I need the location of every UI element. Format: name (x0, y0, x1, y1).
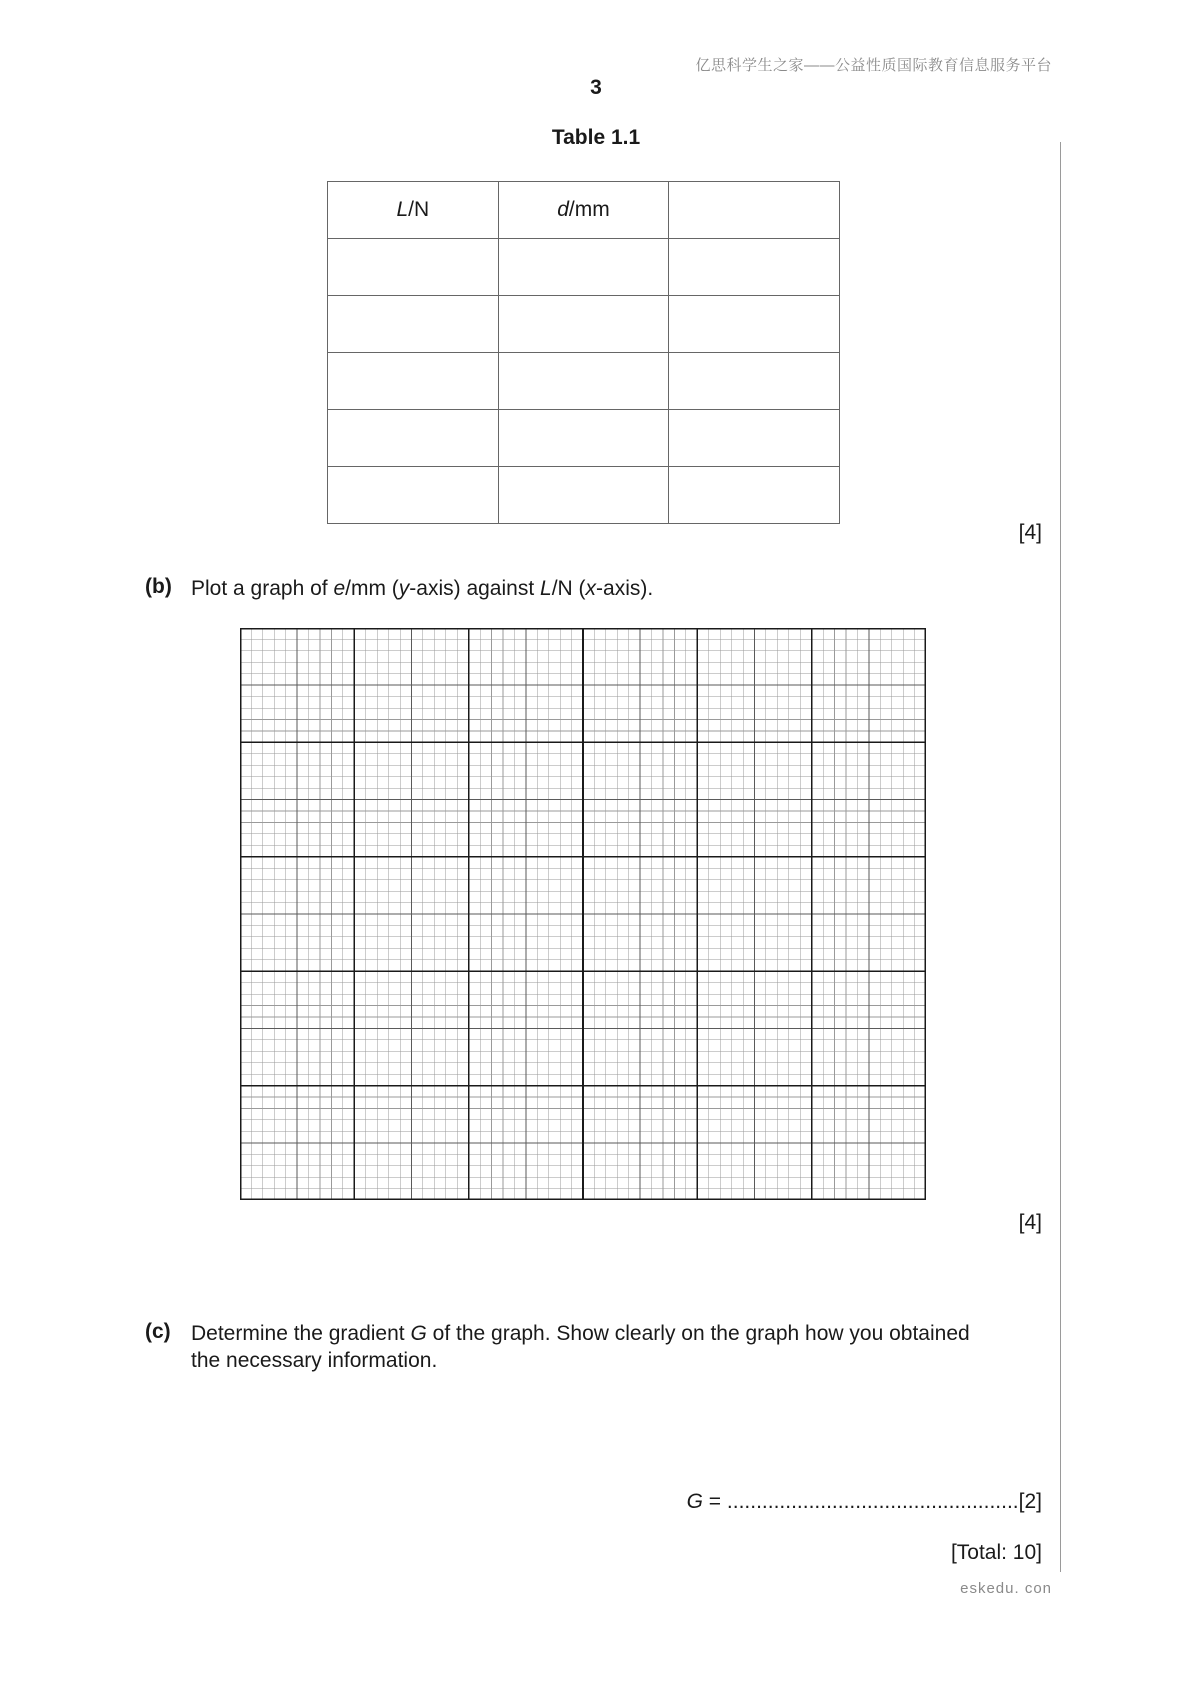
table-cell[interactable] (498, 296, 669, 353)
table-cell[interactable] (328, 410, 499, 467)
table-row (328, 296, 840, 353)
header-watermark: 亿思科学生之家——公益性质国际教育信息服务平台 (695, 57, 1052, 74)
table-marks: [4] (1018, 521, 1042, 544)
table-cell[interactable] (498, 410, 669, 467)
part-c-label: (c) (145, 1320, 171, 1343)
table-cell[interactable] (498, 467, 669, 524)
graph-marks: [4] (1018, 1211, 1042, 1234)
column-header-blank[interactable] (669, 182, 840, 239)
table-row (328, 353, 840, 410)
gradient-symbol: G (686, 1490, 703, 1513)
part-c-line-2: the necessary information. (191, 1349, 438, 1372)
table-cell[interactable] (328, 296, 499, 353)
gradient-marks: [2] (1018, 1490, 1042, 1513)
table-cell[interactable] (328, 239, 499, 296)
column-header-diameter: d/mm (498, 182, 669, 239)
footer-watermark: eskedu. con (960, 1580, 1052, 1597)
table-header-row (328, 182, 840, 239)
table-cell[interactable] (669, 467, 840, 524)
table-cell[interactable] (669, 296, 840, 353)
part-b-question: Plot a graph of e/mm (y-axis) against L/N (x-axis). (191, 577, 654, 600)
table-cell[interactable] (498, 353, 669, 410)
table-row (328, 410, 840, 467)
part-c-line-1: Determine the gradient G of the graph. Show clearly on the graph how you obtained (191, 1322, 970, 1345)
gradient-answer-dots[interactable]: .................................................. (726, 1490, 1019, 1513)
column-header-length: L/N (328, 182, 499, 239)
part-c-question (191, 1320, 1051, 1374)
table-caption: Table 1.1 (551, 126, 641, 149)
table-cell[interactable] (669, 239, 840, 296)
total-marks: [Total: 10] (950, 1541, 1042, 1564)
page-number: 3 (590, 76, 602, 99)
table-row (328, 239, 840, 296)
table-cell[interactable] (328, 353, 499, 410)
part-b-label: (b) (145, 575, 172, 598)
graph-paper-grid[interactable] (240, 628, 926, 1200)
right-margin-rule (1060, 142, 1061, 1572)
gradient-answer-line[interactable] (600, 1490, 1042, 1514)
gradient-equals: = (702, 1490, 727, 1513)
table-cell[interactable] (669, 353, 840, 410)
table-cell[interactable] (498, 239, 669, 296)
table-row (328, 467, 840, 524)
table-cell[interactable] (669, 410, 840, 467)
data-table (327, 181, 840, 524)
table-cell[interactable] (328, 467, 499, 524)
